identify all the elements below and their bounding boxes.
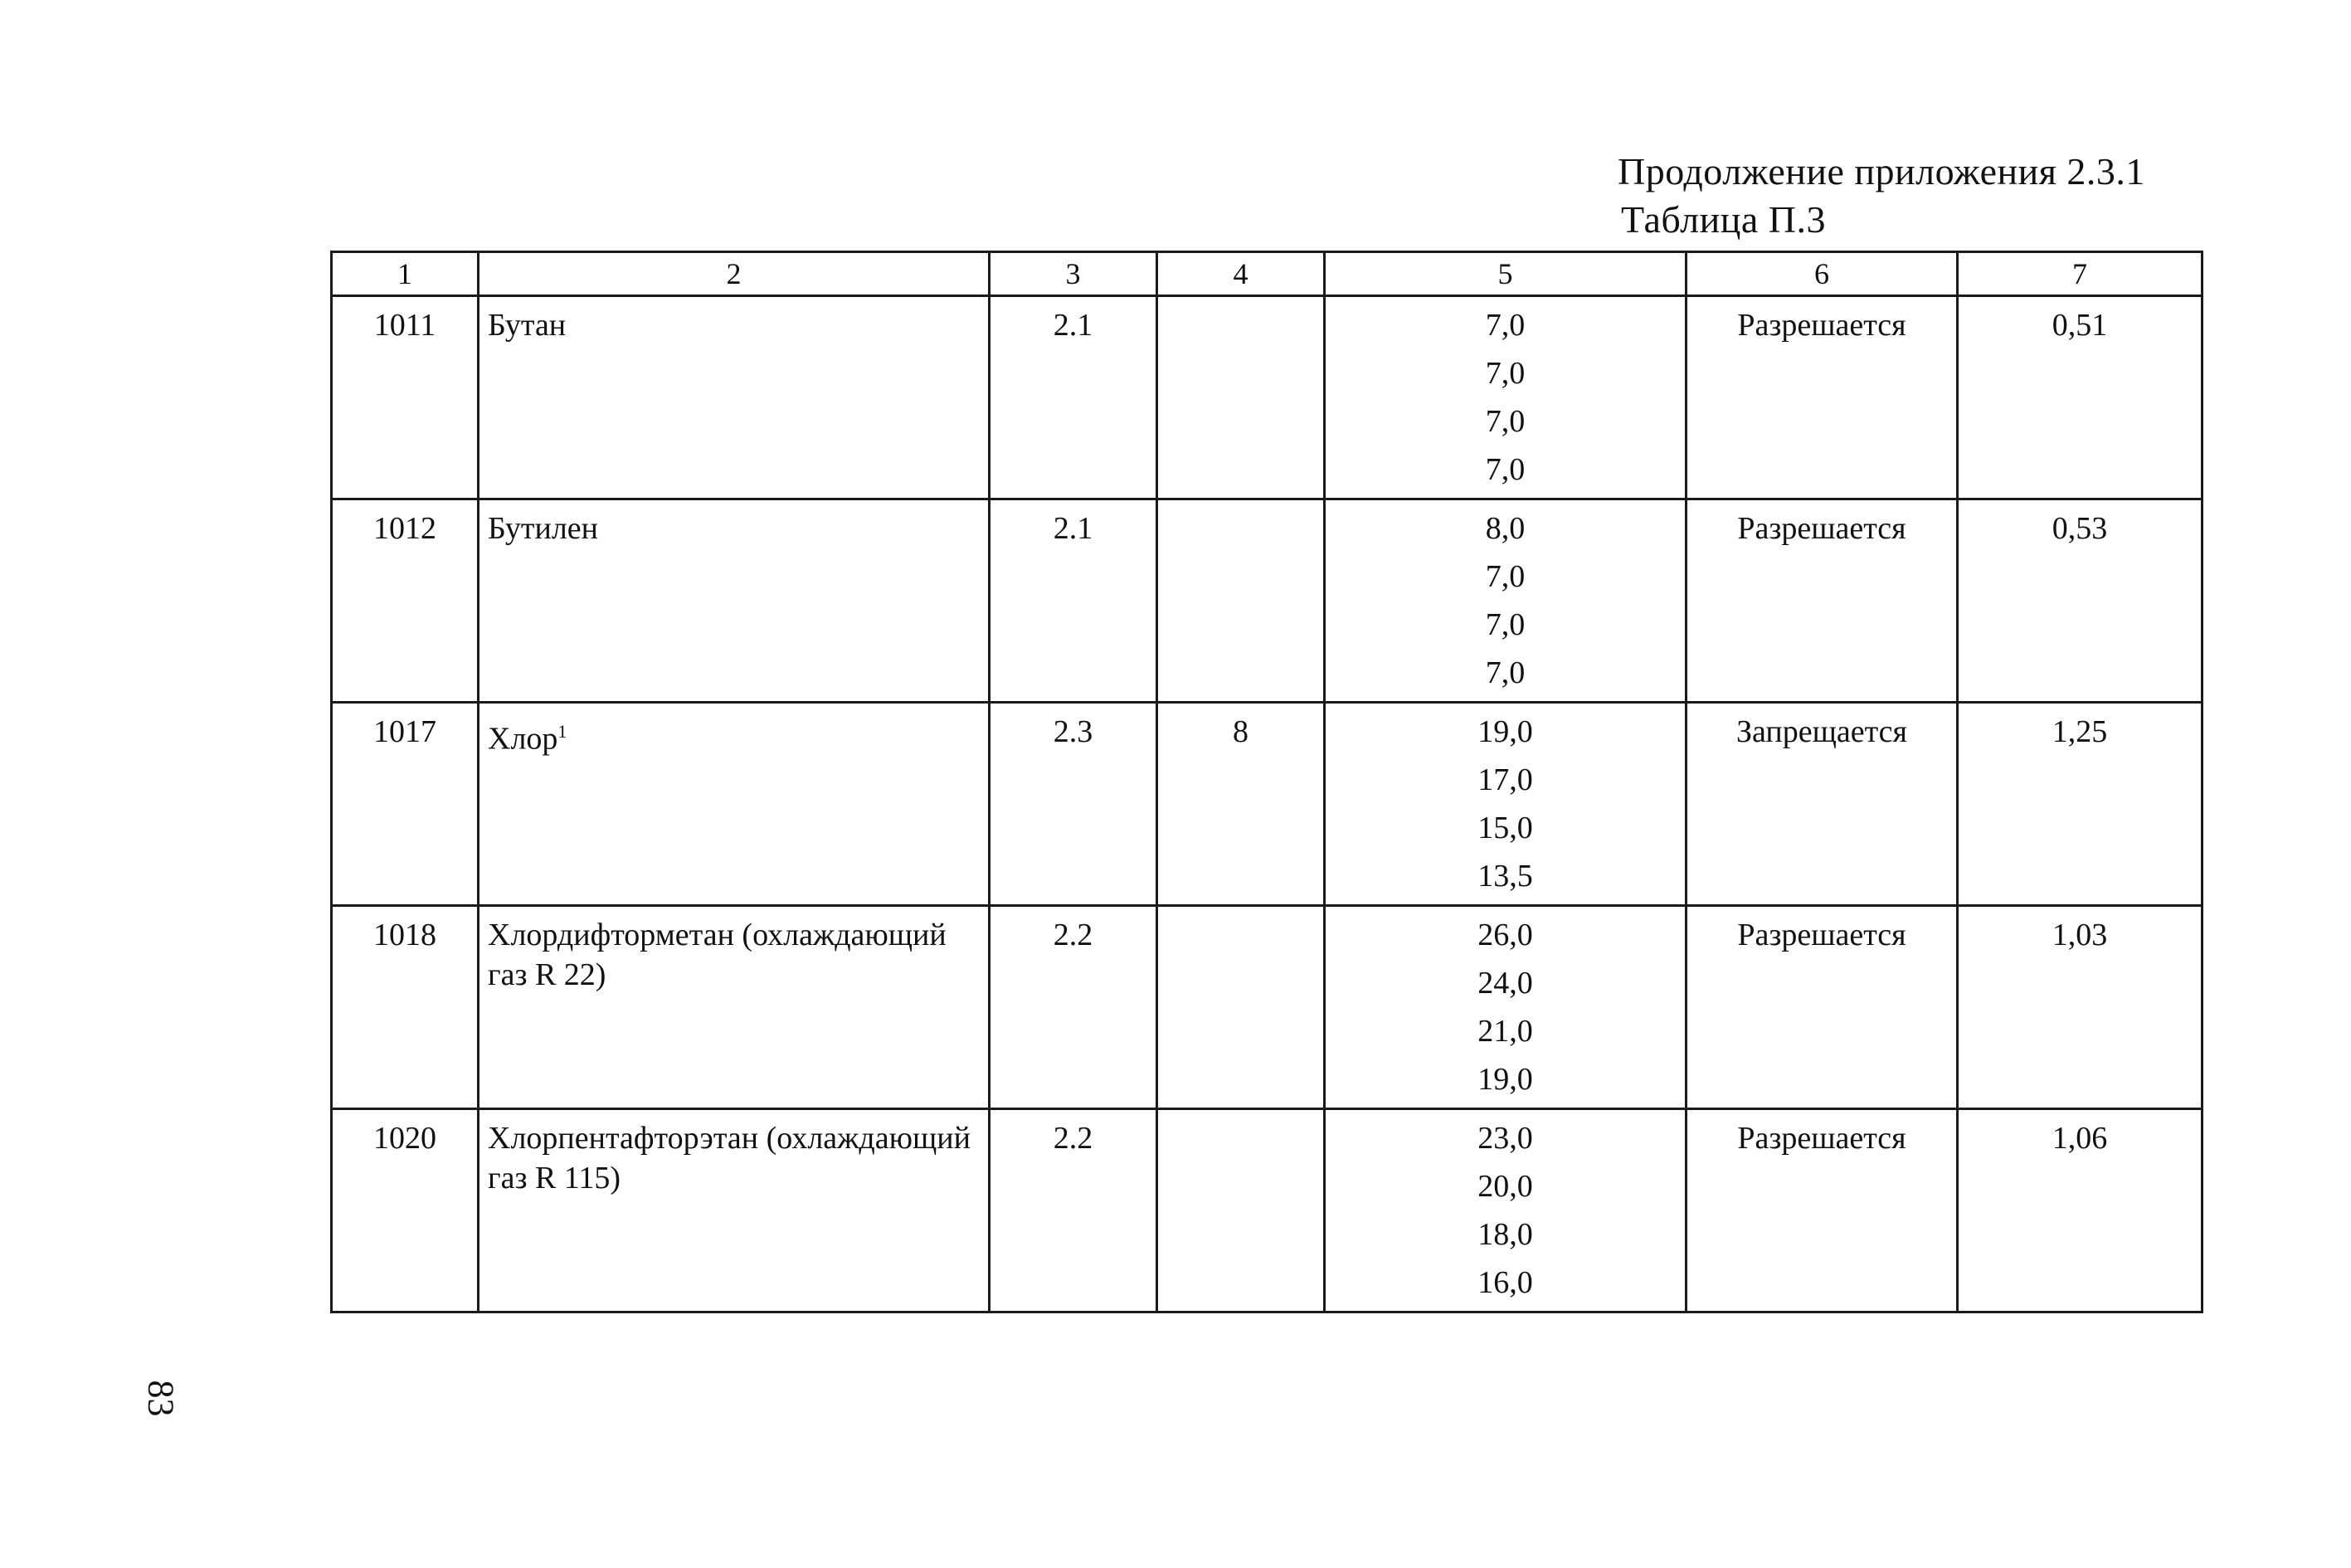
coefficient-cell: 1,25	[1958, 703, 2203, 906]
value-item: 7,0	[1485, 452, 1526, 487]
table-row	[332, 296, 2203, 499]
coefficient-cell: 1,03	[1958, 906, 2203, 1109]
value-item: 21,0	[1477, 1014, 1533, 1049]
value-item: 19,0	[1477, 714, 1533, 749]
value-item: 15,0	[1477, 811, 1533, 845]
permission-cell: Запрещается	[1687, 703, 1958, 906]
substance-name-cell: Хлорпентафторэтан (охлаждающий газ R 115)	[479, 1109, 990, 1312]
column-header: 7	[1958, 252, 2203, 296]
value-item: 23,0	[1477, 1121, 1533, 1156]
table-row	[332, 499, 2203, 703]
class-cell: 2.1	[990, 296, 1157, 499]
coefficient-cell: 0,51	[1958, 296, 2203, 499]
substances-table	[330, 251, 2203, 1313]
table-row	[332, 906, 2203, 1109]
un-number-cell: 1018	[332, 906, 479, 1109]
value-item: 7,0	[1485, 356, 1526, 391]
substance-name-cell: Бутилен	[479, 499, 990, 703]
permission-cell: Разрешается	[1687, 906, 1958, 1109]
values-cell	[1325, 703, 1687, 906]
permission-cell: Разрешается	[1687, 499, 1958, 703]
value-item: 20,0	[1477, 1169, 1533, 1204]
permission-cell: Разрешается	[1687, 1109, 1958, 1312]
values-cell	[1325, 906, 1687, 1109]
value-item: 7,0	[1485, 607, 1526, 642]
footnote-marker: 1	[557, 721, 567, 742]
value-item: 26,0	[1477, 918, 1533, 952]
value-item: 19,0	[1477, 1062, 1533, 1097]
column-header: 5	[1325, 252, 1687, 296]
value-item: 8,0	[1485, 511, 1526, 546]
un-number-cell: 1012	[332, 499, 479, 703]
table-row	[332, 1109, 2203, 1312]
value-item: 16,0	[1477, 1265, 1533, 1300]
class-cell: 2.3	[990, 703, 1157, 906]
values-cell	[1325, 499, 1687, 703]
value-item: 13,5	[1477, 859, 1533, 894]
un-number-cell: 1011	[332, 296, 479, 499]
substance-name-cell: Хлордифторметан (охлаждающий газ R 22)	[479, 906, 990, 1109]
coefficient-cell: 1,06	[1958, 1109, 2203, 1312]
class-cell: 2.2	[990, 906, 1157, 1109]
column-header: 1	[332, 252, 479, 296]
value-item: 7,0	[1485, 559, 1526, 594]
coefficient-cell: 0,53	[1958, 499, 2203, 703]
class-cell: 2.1	[990, 499, 1157, 703]
appendix-continuation-label: Продолжение приложения 2.3.1	[1618, 150, 2145, 192]
hazard-code-cell: 8	[1157, 703, 1325, 906]
hazard-code-cell	[1157, 906, 1325, 1109]
permission-cell: Разрешается	[1687, 296, 1958, 499]
column-header: 4	[1157, 252, 1325, 296]
value-item: 24,0	[1477, 966, 1533, 1001]
table-number-label: Таблица П.3	[1621, 198, 1826, 241]
substance-name-cell: Бутан	[479, 296, 990, 499]
page-number: 83	[140, 1380, 182, 1417]
table-row	[332, 703, 2203, 906]
value-item: 18,0	[1477, 1217, 1533, 1252]
column-header: 2	[479, 252, 990, 296]
values-cell	[1325, 296, 1687, 499]
substance-name-cell	[479, 703, 990, 906]
value-item: 7,0	[1485, 308, 1526, 343]
substance-name: Хлор	[488, 721, 558, 757]
table-caption	[1618, 148, 2145, 244]
un-number-cell: 1017	[332, 703, 479, 906]
value-item: 7,0	[1485, 655, 1526, 690]
class-cell: 2.2	[990, 1109, 1157, 1312]
value-item: 17,0	[1477, 762, 1533, 797]
hazard-code-cell	[1157, 1109, 1325, 1312]
values-cell	[1325, 1109, 1687, 1312]
column-header: 3	[990, 252, 1157, 296]
un-number-cell: 1020	[332, 1109, 479, 1312]
table-header-row	[332, 252, 2203, 296]
column-header: 6	[1687, 252, 1958, 296]
value-item: 7,0	[1485, 404, 1526, 439]
hazard-code-cell	[1157, 499, 1325, 703]
hazard-code-cell	[1157, 296, 1325, 499]
